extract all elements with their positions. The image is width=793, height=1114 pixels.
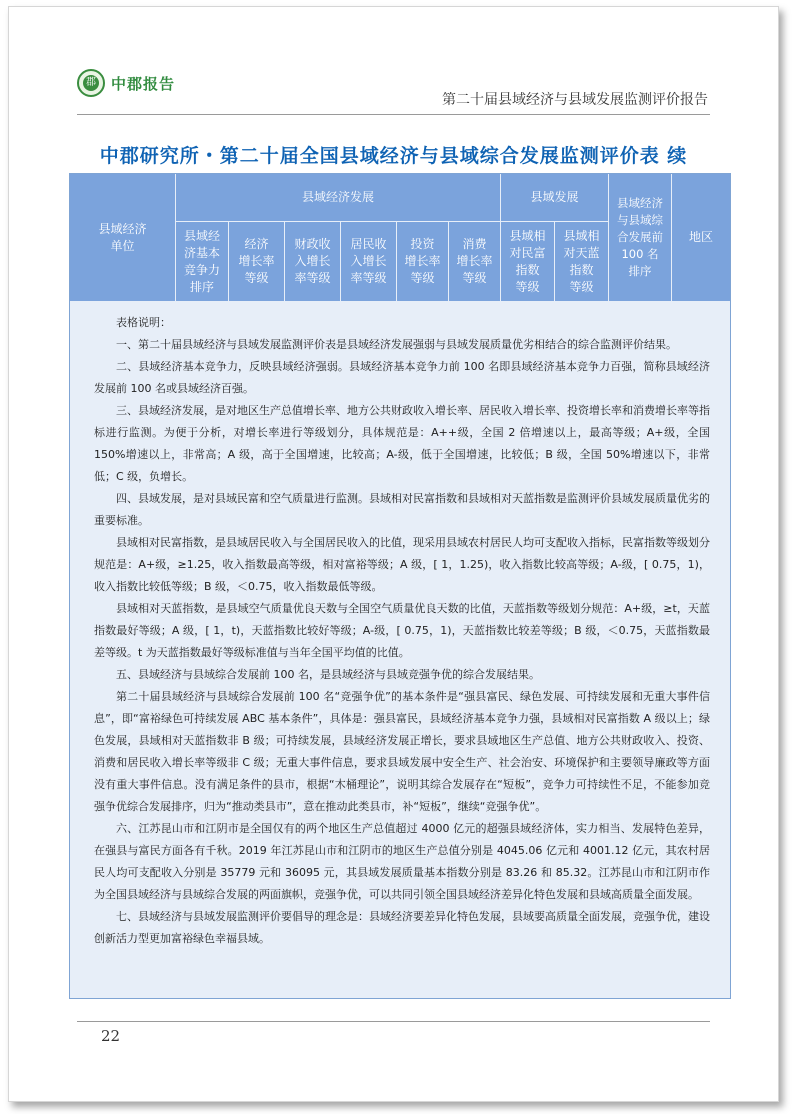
page-number: 22 — [101, 1027, 121, 1045]
header-divider — [77, 114, 710, 115]
header-income-growth: 居民收 入增长 率等级 — [341, 222, 397, 302]
header-region: 地区 — [672, 174, 730, 302]
header-economic-growth: 经济 增长率 等级 — [229, 222, 285, 302]
note-paragraph: 一、第二十届县域经济与县域发展监测评价表是县域经济发展强弱与县域发展质量优劣相结合的综合监测评价结果。 — [116, 338, 677, 351]
header-investment-growth: 投资 增长率 等级 — [397, 222, 449, 302]
header-top100-rank: 县域经济 与县域综 合发展前 100 名 排序 — [609, 174, 672, 302]
note-paragraph: 七、县域经济与县域发展监测评价要倡导的理念是：县域经济要差异化特色发展，县域要高质量全面发展，竞强争优，建设创新活力型更加富裕绿色幸福县域。 — [94, 910, 710, 945]
logo — [77, 65, 175, 101]
note-paragraph: 二、县域经济基本竞争力，反映县域经济强弱。县域经济基本竞争力前 100 名即县域经济基本竞争力百强，简称县域经济发展前 100 名或县域经济百强。 — [94, 360, 710, 395]
note-paragraph: 县域相对天蓝指数，是县域空气质量优良天数与全国空气质量优良天数的比值，天蓝指数等级划分规范：A+级，≥t，天蓝指数最好等级；A 级，[ 1，t)，天蓝指数比较好等级；A-级，[ 0.75，1)，天蓝指数比较差等级；B 级，＜0.75，天蓝指数最差等级。t 为天蓝指数最好等级标准值与当年全国平均值的比值。 — [94, 602, 710, 659]
evaluation-table — [69, 173, 731, 999]
table-header — [70, 174, 730, 302]
header-county-unit: 县域经济 单位 — [70, 174, 176, 302]
document-page — [8, 6, 779, 1102]
header-group-development: 县域发展 — [501, 174, 609, 222]
table-notes — [94, 312, 710, 950]
header-group-economy: 县域经济发展 — [176, 174, 501, 222]
header-fiscal-growth: 财政收 入增长 率等级 — [285, 222, 341, 302]
logo-glyph: 郡 — [83, 75, 99, 91]
note-paragraph: 五、县域经济与县域综合发展前 100 名，是县域经济与县域竞强争优的综合发展结果。 — [116, 668, 540, 681]
note-paragraph: 县域相对民富指数，是县域居民收入与全国居民收入的比值，现采用县域农村居民人均可支配收入指标，民富指数等级划分规范是：A+级，≥1.25，收入指数最高等级，相对富裕等级；A 级，[ 1，1.25)，收入指数比较高等级；A-级，[ 0.75，1)，收入指数比较低等级；B 级，＜0.75，收入指数最低等级。 — [94, 536, 710, 593]
note-paragraph: 表格说明： — [116, 316, 171, 329]
note-paragraph: 四、县域发展，是对县域民富和空气质量进行监测。县域相对民富指数和县域相对天蓝指数是监测评价县域发展质量优劣的重要标准。 — [94, 492, 710, 527]
note-paragraph: 三、县域经济发展，是对地区生产总值增长率、地方公共财政收入增长率、居民收入增长率、投资增长率和消费增长率等指标进行监测。为便于分析，对增长率进行等级划分，具体规范是：A++级，全国 2 倍增速以上，最高等级；A+级，全国 150%增速以上，非常高；A 级，高于全国增速，比较高；A-级，低于全国增速，比较低；B 级，全国 50%增速以下，非常低；C 级，负增长。 — [94, 404, 710, 483]
footer-divider — [77, 1021, 710, 1022]
running-title: 第二十届县域经济与县域发展监测评价报告 — [442, 92, 708, 108]
note-paragraph: 六、江苏昆山市和江阴市是全国仅有的两个地区生产总值超过 4000 亿元的超强县域经济体，实力相当、发展特色差异，在强县与富民方面各有千秋。2019 年江苏昆山市和江阴市的地区生产总值分别是 4045.06 亿元和 4001.12 亿元，其农村居民人均可支配收入分别是 35779 元和 36095 元，其县域发展质量基本指数分别是 83.26 和 85.32。江苏昆山市和江阴市作为全国县域经济与县域综合发展的两面旗帜，竞强争优，可以共同引领全国县域经济差异化特色发展和县域高质量全面发展。 — [94, 822, 710, 901]
header-bluesky-index: 县域相 对天蓝 指数 等级 — [555, 222, 609, 302]
header-basic-competitiveness: 县域经 济基本 竞争力 排序 — [176, 222, 229, 302]
header-wealth-index: 县域相 对民富 指数 等级 — [501, 222, 555, 302]
page-title: 中郡研究所・第二十届全国县域经济与县域综合发展监测评价表 续 — [99, 145, 688, 167]
note-paragraph: 第二十届县域经济与县域综合发展前 100 名“竞强争优”的基本条件是“强县富民、绿色发展、可持续发展和无重大事件信息”，即“富裕绿色可持续发展 ABC 基本条件”，具体是：强县富民，县域经济基本竞争力强，县域相对民富指数 A 级以上；绿色发展，县域相对天蓝指数非 B 级；可持续发展，县域经济发展正增长，要求县域地区生产总值、地方公共财政收入、投资、消费和居民收入增长率等级非 C 级；无重大事件信息，要求县域发展中安全生产、社会治安、环境保护和主要领导廉政等方面没有重大事件信息。没有满足条件的县市，根据“木桶理论”，说明其综合发展存在“短板”，竞争力可持续性不足，不能参加竞强争优综合发展排序，归为“推动类县市”，意在推动此类县市，补“短板”，继续“竞强争优”。 — [94, 690, 710, 813]
logo-emblem-icon — [77, 69, 105, 97]
logo-text: 中郡报告 — [111, 74, 176, 93]
header-consumption-growth: 消费 增长率 等级 — [449, 222, 501, 302]
